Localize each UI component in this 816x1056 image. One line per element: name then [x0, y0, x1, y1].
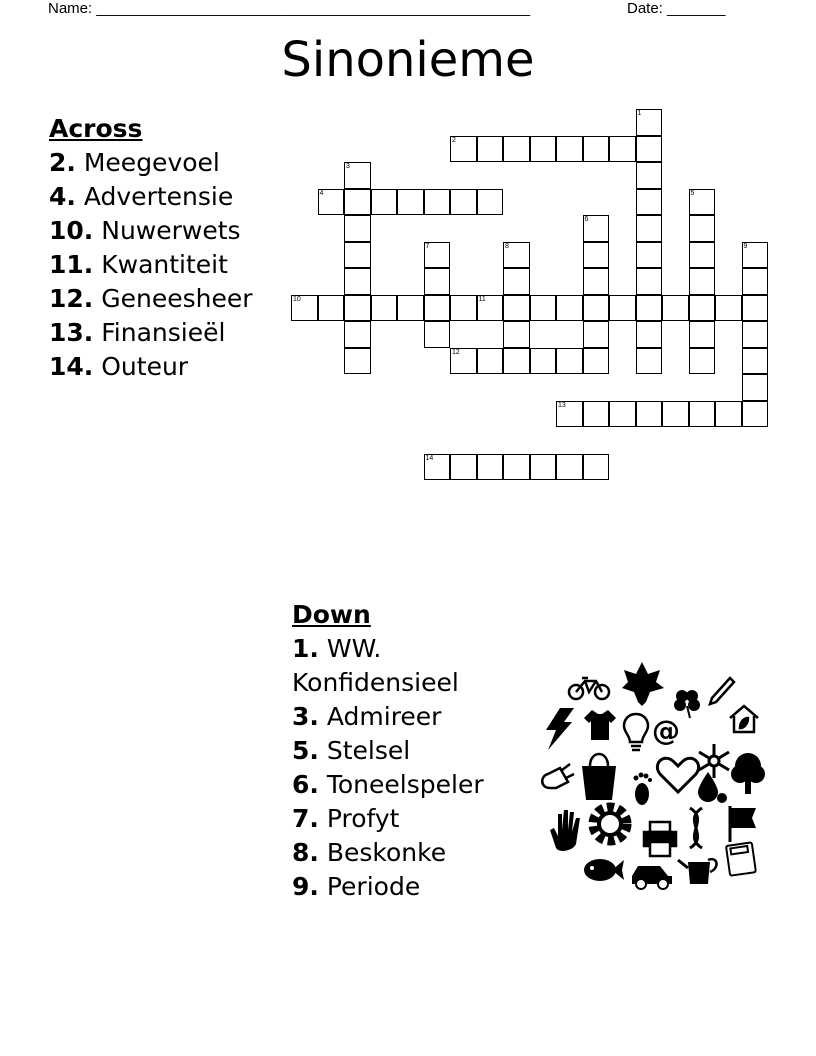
grid-cell[interactable] — [636, 401, 663, 428]
date-field: Date: _______ — [627, 0, 726, 17]
grid-cell[interactable] — [530, 348, 557, 375]
grid-cell[interactable] — [503, 295, 530, 322]
eco-house-icon — [730, 706, 758, 732]
cell-number: 7 — [425, 242, 430, 250]
clipart-collage — [538, 660, 768, 890]
calculator-icon — [726, 842, 756, 875]
grid-cell[interactable] — [689, 242, 716, 269]
grid-cell[interactable] — [371, 295, 398, 322]
grid-cell[interactable] — [583, 295, 610, 322]
clue-text: Geneesheer — [101, 284, 253, 313]
watering-can-icon — [678, 859, 717, 884]
footprint-icon — [634, 773, 653, 806]
grid-cell[interactable] — [715, 295, 742, 322]
grid-cell[interactable] — [477, 348, 504, 375]
grid-cell[interactable] — [477, 295, 504, 322]
cell-number: 14 — [425, 454, 434, 462]
car-icon — [632, 866, 672, 889]
plug-icon — [542, 764, 574, 788]
lightbulb-icon — [624, 714, 648, 750]
grid-cell[interactable] — [424, 295, 451, 322]
grid-cell[interactable] — [689, 268, 716, 295]
clue-number: 7. — [292, 804, 319, 833]
grid-cell[interactable] — [636, 348, 663, 375]
grid-cell[interactable] — [450, 348, 477, 375]
cell-number: 12 — [452, 348, 460, 356]
grid-cell[interactable] — [583, 215, 610, 242]
grid-cell[interactable] — [424, 242, 451, 269]
clue-item — [49, 146, 253, 180]
clue-text: Outeur — [101, 352, 189, 381]
grid-cell[interactable] — [371, 189, 398, 216]
grid-cell[interactable] — [556, 348, 583, 375]
grid-cell[interactable] — [742, 242, 769, 269]
tree-icon — [731, 753, 765, 794]
across-clues — [49, 112, 253, 384]
grid-cell[interactable] — [742, 348, 769, 375]
clue-text: Meegevoel — [83, 148, 220, 177]
grid-cell[interactable] — [583, 401, 610, 428]
grid-cell[interactable] — [715, 401, 742, 428]
grid-cell[interactable] — [662, 401, 689, 428]
grid-cell[interactable] — [636, 215, 663, 242]
grid-cell[interactable] — [583, 321, 610, 348]
cell-number: 8 — [505, 242, 509, 250]
grid-cell[interactable] — [689, 321, 716, 348]
grid-cell[interactable] — [503, 242, 530, 269]
flag-icon — [730, 806, 756, 842]
grid-cell[interactable] — [636, 162, 663, 189]
cell-number: 2 — [452, 136, 456, 144]
pencil-icon — [710, 678, 734, 704]
grid-cell[interactable] — [344, 189, 371, 216]
grid-cell[interactable] — [583, 268, 610, 295]
cell-number: 13 — [558, 401, 566, 409]
grid-cell[interactable] — [424, 321, 451, 348]
clue-item — [292, 734, 502, 768]
grid-cell[interactable] — [742, 268, 769, 295]
across-list — [49, 146, 253, 384]
cell-number: 5 — [690, 189, 695, 197]
grid-cell[interactable] — [662, 295, 689, 322]
clue-item — [292, 700, 502, 734]
cell-number: 4 — [319, 189, 324, 197]
tshirt-icon — [584, 710, 616, 740]
clue-number: 4. — [49, 182, 76, 211]
across-heading: Across — [49, 114, 143, 143]
grid-cell[interactable] — [397, 295, 424, 322]
clue-item — [49, 248, 253, 282]
grid-cell[interactable] — [689, 189, 716, 216]
clue-number: 5. — [292, 736, 319, 765]
clue-item — [49, 316, 253, 350]
clue-item — [292, 768, 502, 802]
grid-cell[interactable] — [503, 321, 530, 348]
clue-item — [49, 282, 253, 316]
grid-cell[interactable] — [609, 401, 636, 428]
fish-icon — [584, 859, 624, 881]
grid-cell[interactable] — [530, 454, 557, 481]
clue-number: 1. — [292, 634, 319, 663]
grid-cell[interactable] — [636, 268, 663, 295]
clue-text: WW. Konfidensieel — [292, 634, 459, 697]
grid-cell[interactable] — [742, 374, 769, 401]
grid-cell[interactable] — [503, 454, 530, 481]
grid-cell[interactable] — [397, 189, 424, 216]
grid-cell[interactable] — [609, 136, 636, 163]
grid-cell[interactable] — [556, 401, 583, 428]
leaf-icon — [622, 662, 664, 706]
clue-number: 11. — [49, 250, 94, 279]
grid-cell[interactable] — [503, 348, 530, 375]
grid-cell[interactable] — [609, 295, 636, 322]
name-field: Name: ____________________________________________________ — [48, 0, 531, 17]
page-title: Sinonieme — [281, 32, 535, 88]
recycle-heart-icon — [657, 758, 698, 792]
grid-cell[interactable] — [344, 348, 371, 375]
bicycle-icon — [569, 678, 609, 699]
grid-cell[interactable] — [636, 189, 663, 216]
crossword-grid — [291, 109, 769, 484]
grid-cell[interactable] — [450, 295, 477, 322]
clue-text: Kwantiteit — [101, 250, 228, 279]
grid-cell[interactable] — [450, 189, 477, 216]
clue-text: Nuwerwets — [101, 216, 241, 245]
grid-cell[interactable] — [583, 136, 610, 163]
grid-cell[interactable] — [530, 295, 557, 322]
grid-cell[interactable] — [344, 215, 371, 242]
grid-cell[interactable] — [636, 242, 663, 269]
cell-number: 9 — [743, 242, 748, 250]
printer-icon — [644, 822, 676, 856]
grid-cell[interactable] — [742, 295, 769, 322]
grid-cell[interactable] — [450, 454, 477, 481]
grid-cell[interactable] — [530, 136, 557, 163]
grid-cell[interactable] — [742, 321, 769, 348]
clue-number: 14. — [49, 352, 94, 381]
cell-number: 6 — [584, 216, 589, 223]
grid-cell[interactable] — [556, 136, 583, 163]
grid-cell[interactable] — [344, 162, 371, 189]
down-list — [292, 632, 502, 904]
grid-cell[interactable] — [742, 401, 769, 428]
grid-cell[interactable] — [344, 295, 371, 322]
grid-cell[interactable] — [477, 189, 504, 216]
grid-cell[interactable] — [583, 242, 610, 269]
clue-text: Toneelspeler — [326, 770, 484, 799]
cell-number: 3 — [346, 163, 350, 170]
clue-item — [49, 180, 253, 214]
grid-cell[interactable] — [344, 321, 371, 348]
down-heading: Down — [292, 600, 371, 629]
cell-number: 11 — [478, 295, 486, 303]
clue-number: 9. — [292, 872, 319, 901]
handprint-icon — [550, 810, 580, 851]
grid-cell[interactable] — [477, 136, 504, 163]
lightning-icon — [546, 708, 574, 750]
clue-number: 13. — [49, 318, 94, 347]
clue-number: 8. — [292, 838, 319, 867]
clue-text: Beskonke — [326, 838, 447, 867]
grid-cell[interactable] — [583, 454, 610, 481]
grid-cell[interactable] — [689, 348, 716, 375]
grid-cell[interactable] — [424, 454, 451, 481]
clue-item — [292, 836, 502, 870]
clue-text: Periode — [326, 872, 421, 901]
grid-cell[interactable] — [689, 295, 716, 322]
grid-cell[interactable] — [689, 215, 716, 242]
grid-cell[interactable] — [424, 268, 451, 295]
clue-item — [292, 802, 502, 836]
grid-cell[interactable] — [556, 454, 583, 481]
grid-cell[interactable] — [450, 136, 477, 163]
grid-cell[interactable] — [636, 136, 663, 163]
clue-number: 3. — [292, 702, 319, 731]
clue-item — [292, 632, 502, 700]
clue-number: 10. — [49, 216, 94, 245]
grid-cell[interactable] — [556, 295, 583, 322]
grid-cell[interactable] — [344, 268, 371, 295]
at-sign-icon: @ — [652, 714, 680, 747]
clue-text: Finansieël — [101, 318, 226, 347]
cell-number: 10 — [293, 295, 301, 303]
grid-cell[interactable] — [689, 401, 716, 428]
clue-item — [49, 214, 253, 248]
clue-number: 2. — [49, 148, 76, 177]
grid-cell[interactable] — [318, 295, 345, 322]
grid-cell[interactable] — [636, 295, 663, 322]
down-clues — [292, 598, 502, 904]
grid-cell[interactable] — [636, 321, 663, 348]
grid-cell[interactable] — [291, 295, 318, 322]
clue-text: Stelsel — [326, 736, 411, 765]
grid-cell[interactable] — [503, 136, 530, 163]
clue-text: Advertensie — [83, 182, 234, 211]
clue-item — [292, 870, 502, 904]
gear-icon — [593, 807, 627, 841]
clue-number: 12. — [49, 284, 94, 313]
bag-icon — [582, 754, 616, 800]
grid-cell[interactable] — [503, 268, 530, 295]
clue-number: 6. — [292, 770, 319, 799]
grid-cell[interactable] — [318, 189, 345, 216]
snowflake-icon — [699, 744, 729, 778]
grid-cell[interactable] — [636, 109, 663, 136]
clue-text: Profyt — [326, 804, 400, 833]
grid-cell[interactable] — [477, 454, 504, 481]
dna-icon — [690, 808, 702, 848]
cell-number: 1 — [637, 110, 642, 117]
grid-cell[interactable] — [583, 348, 610, 375]
clue-text: Admireer — [326, 702, 442, 731]
grid-cell[interactable] — [424, 189, 451, 216]
grid-cell[interactable] — [344, 242, 371, 269]
clue-item — [49, 350, 253, 384]
